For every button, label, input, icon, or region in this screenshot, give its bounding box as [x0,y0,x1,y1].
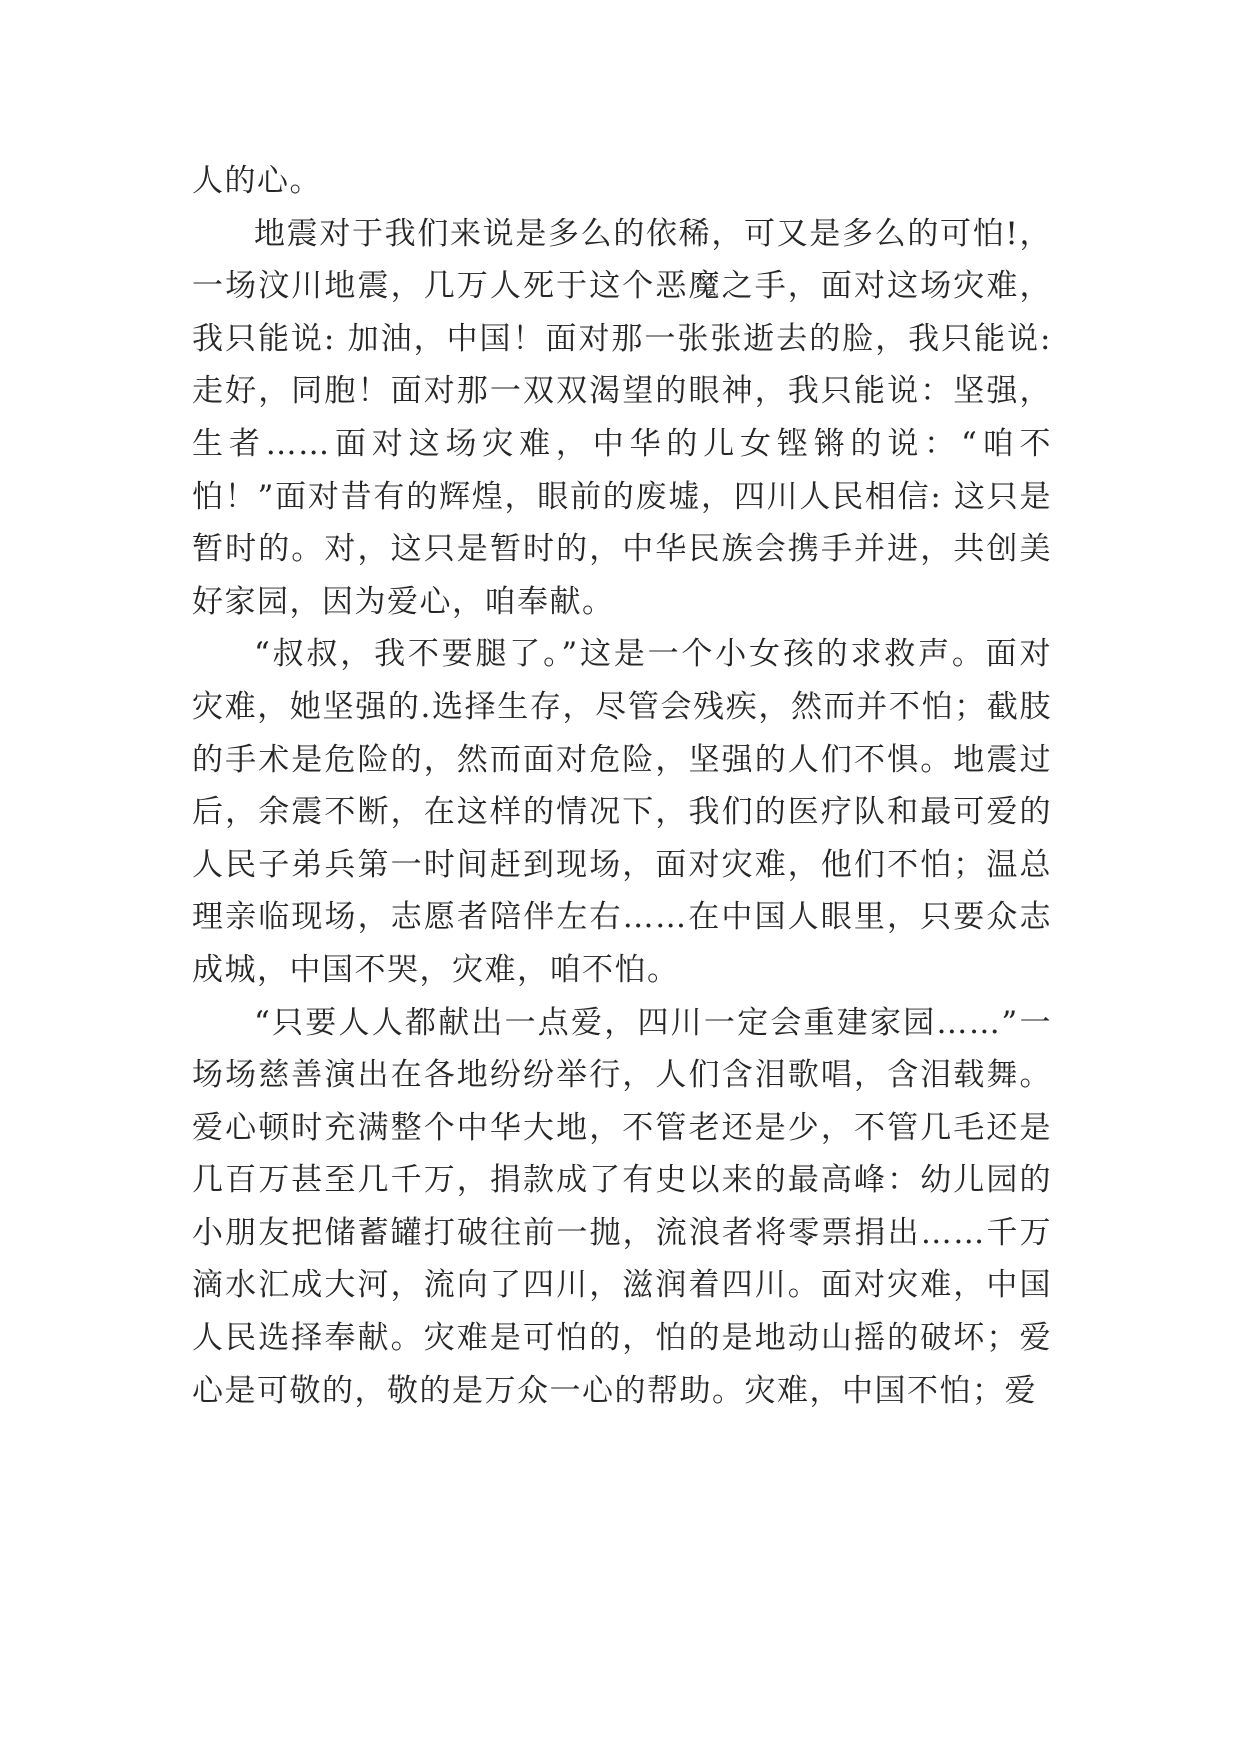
paragraph-4: “只要人人都献出一点爱，四川一定会重建家园……”一场场慈善演出在各地纷纷举行，人们含泪歌唱，含泪载舞。爱心顿时充满整个中华大地，不管老还是少，不管几毛还是几百万甚至几千万，捐款成了有史以来的最高峰：幼儿园的小朋友把储蓄罐打破往前一抛，流浪者将零票捐出……千万滴水汇成大河，流向了四川，滋润着四川。面对灾难，中国人民选择奉献。灾难是可怕的，怕的是地动山摇的破坏；爱心是可敬的，敬的是万众一心的帮助。灾难，中国不怕；爱 [192,1004,1052,1409]
paragraph-2: 地震对于我们来说是多么的依稀，可又是多么的可怕!，一场汶川地震，几万人死于这个恶魔之手，面对这场灾难，我只能说: 加油，中国！面对那一张张逝去的脸，我只能说: 走好，同胞！面对那一双双渴望的眼神，我只能说：坚强，生者……面对这场灾难，中华的儿女铿锵的说：“咱不怕！”面对昔有的辉煌，眼前的废墟，四川人民相信: 这只是暂时的。对，这只是暂时的，中华民族会携手并进，共创美好家园，因为爱心，咱奉献。 [192,215,1052,620]
paragraph-3: “叔叔，我不要腿了。”这是一个小女孩的求救声。面对灾难，她坚强的.选择生存，尽管会残疾，然而并不怕；截肢的手术是危险的，然而面对危险，坚强的人们不惧。地震过后，余震不断，在这样的情况下，我们的医疗队和最可爱的人民子弟兵第一时间赶到现场，面对灾难，他们不怕；温总理亲临现场，志愿者陪伴左右……在中国人眼里，只要众志成城，中国不哭，灾难，咱不怕。 [192,636,1052,988]
paragraph-1: 人的心。 [192,163,322,199]
document-body [192,155,1052,1417]
